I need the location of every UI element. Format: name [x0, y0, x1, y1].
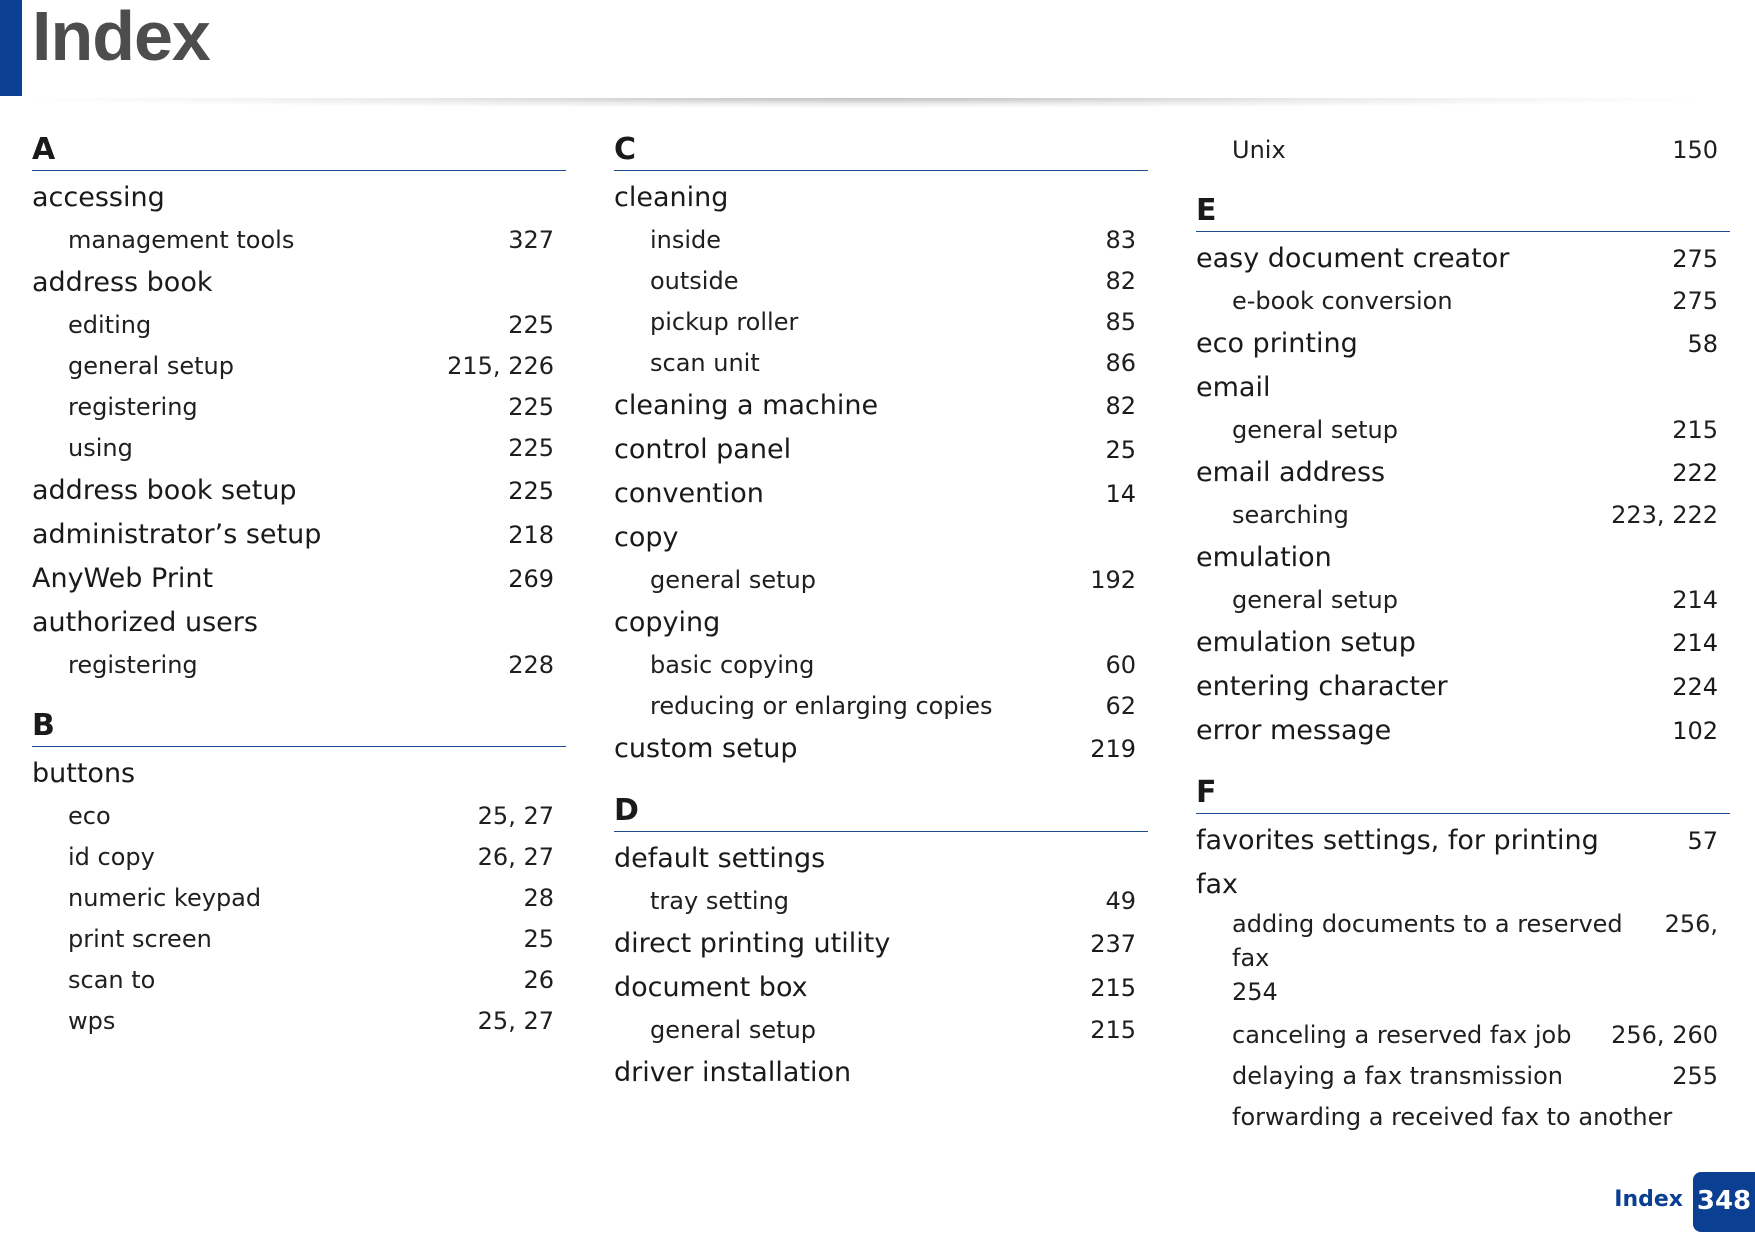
index-term: outside [650, 267, 739, 295]
index-term: favorites settings, for printing [1196, 825, 1599, 856]
index-term: registering [68, 393, 198, 421]
index-page-refs: 58 [1687, 330, 1718, 358]
index-term: editing [68, 311, 152, 339]
index-column-2 [614, 130, 1148, 1095]
index-entry [614, 472, 1148, 516]
index-subentry [614, 343, 1148, 384]
index-subentry [1196, 580, 1730, 621]
index-subentry [614, 645, 1148, 686]
index-term: entering character [1196, 671, 1448, 702]
index-page-refs: 25 [1105, 436, 1136, 464]
index-subentry [32, 1001, 566, 1042]
index-page-refs: 275 [1672, 245, 1718, 273]
index-page-refs: 82 [1105, 392, 1136, 420]
index-subentry [614, 302, 1148, 343]
index-page-refs: 26 [523, 966, 554, 994]
index-page-refs: 215 [1672, 416, 1718, 444]
index-entry [614, 922, 1148, 966]
index-page-refs: 225 [508, 311, 554, 339]
index-term: eco [68, 802, 111, 830]
index-entry [32, 176, 566, 220]
index-subentry [32, 796, 566, 837]
index-term: email [1196, 372, 1271, 403]
title-divider [24, 98, 1704, 108]
index-term: adding documents to a reserved fax [1232, 910, 1623, 972]
index-subentry [32, 428, 566, 469]
index-page-refs: 25, 27 [477, 1007, 554, 1035]
index-term: custom setup [614, 733, 798, 764]
index-term: numeric keypad [68, 884, 262, 912]
index-subentry [1196, 907, 1730, 1015]
index-term: direct printing utility [614, 928, 891, 959]
index-term: print screen [68, 925, 212, 953]
index-subentry [1196, 410, 1730, 451]
index-subentry [1196, 281, 1730, 322]
index-term: canceling a reserved fax job [1232, 1021, 1572, 1049]
index-column-3 [1196, 130, 1730, 1138]
index-entry [614, 837, 1148, 881]
index-page-refs: 102 [1672, 717, 1718, 745]
index-subentry [32, 878, 566, 919]
index-page-refs: 25 [523, 925, 554, 953]
index-entry [614, 727, 1148, 771]
index-letter-heading: F [1196, 773, 1730, 814]
index-term: basic copying [650, 651, 815, 679]
index-entry [32, 601, 566, 645]
footer-section-label: Index [1614, 1187, 1683, 1212]
index-subentry [32, 220, 566, 261]
index-term: accessing [32, 182, 165, 213]
index-entry [32, 557, 566, 601]
index-term: authorized users [32, 607, 258, 638]
index-entry [614, 601, 1148, 645]
index-term: wps [68, 1007, 116, 1035]
index-entry [614, 428, 1148, 472]
index-page-refs: 255 [1672, 1062, 1718, 1090]
index-term: general setup [650, 1016, 816, 1044]
index-letter-heading: E [1196, 191, 1730, 232]
index-subentry [614, 686, 1148, 727]
index-term: registering [68, 651, 198, 679]
index-page-refs: 275 [1672, 287, 1718, 315]
index-page-refs: 49 [1105, 887, 1136, 915]
index-subentry [32, 960, 566, 1001]
index-subentry [1196, 495, 1730, 536]
index-term: id copy [68, 843, 155, 871]
index-page-refs: 327 [508, 226, 554, 254]
index-term: pickup roller [650, 308, 799, 336]
index-subentry [614, 220, 1148, 261]
index-term: general setup [650, 566, 816, 594]
index-term: reducing or enlarging copies [650, 692, 993, 720]
index-subentry [614, 1010, 1148, 1051]
index-term: document box [614, 972, 808, 1003]
index-term: inside [650, 226, 722, 254]
index-term: email address [1196, 457, 1386, 488]
index-term: address book [32, 267, 213, 298]
index-subentry [32, 837, 566, 878]
index-subentry [32, 305, 566, 346]
index-page-refs: 223, 222 [1611, 501, 1718, 529]
index-subentry [1196, 1097, 1730, 1138]
index-page-refs: 219 [1090, 735, 1136, 763]
index-subentry [614, 560, 1148, 601]
index-entry [32, 513, 566, 557]
index-entry [1196, 863, 1730, 907]
index-page-refs: 214 [1672, 629, 1718, 657]
index-term: forwarding a received fax to another [1232, 1103, 1673, 1131]
index-page-refs: 237 [1090, 930, 1136, 958]
index-entry [1196, 621, 1730, 665]
index-subentry-line [1232, 907, 1718, 975]
index-term: copying [614, 607, 721, 638]
index-page-refs: 225 [508, 393, 554, 421]
index-entry [614, 966, 1148, 1010]
index-entry [1196, 665, 1730, 709]
index-page-refs: 192 [1090, 566, 1136, 594]
index-page-refs: 256, 260 [1611, 1021, 1718, 1049]
index-page-refs: 86 [1105, 349, 1136, 377]
index-term: default settings [614, 843, 826, 874]
index-term: general setup [68, 352, 234, 380]
index-subentry [32, 919, 566, 960]
index-letter-heading: D [614, 791, 1148, 832]
index-term: scan to [68, 966, 156, 994]
index-term: AnyWeb Print [32, 563, 214, 594]
index-page-refs: 256, [1664, 910, 1718, 938]
index-entry [1196, 451, 1730, 495]
index-letter-heading: A [32, 130, 566, 171]
index-entry [614, 176, 1148, 220]
index-term: error message [1196, 715, 1392, 746]
index-entry [1196, 819, 1730, 863]
index-entry [32, 752, 566, 796]
index-page-refs: 225 [508, 434, 554, 462]
index-subentry [32, 645, 566, 686]
index-subentry [1196, 1056, 1730, 1097]
index-term: scan unit [650, 349, 760, 377]
index-subentry [614, 261, 1148, 302]
index-page-refs: 57 [1687, 827, 1718, 855]
index-page-refs: 82 [1105, 267, 1136, 295]
index-term: fax [1196, 869, 1239, 900]
index-letter-heading: B [32, 706, 566, 747]
index-page-refs: 62 [1105, 692, 1136, 720]
index-term: searching [1232, 501, 1349, 529]
index-letter-heading: C [614, 130, 1148, 171]
index-subentry [614, 881, 1148, 922]
index-term: tray setting [650, 887, 790, 915]
index-term: emulation setup [1196, 627, 1416, 658]
index-term: delaying a fax transmission [1232, 1062, 1563, 1090]
index-term: buttons [32, 758, 136, 789]
index-term: cleaning [614, 182, 729, 213]
index-term: address book setup [32, 475, 297, 506]
page-title: Index [32, 0, 210, 75]
index-term: management tools [68, 226, 295, 254]
index-page-refs: 228 [508, 651, 554, 679]
index-page-refs: 14 [1105, 480, 1136, 508]
index-page-refs: 215 [1090, 974, 1136, 1002]
index-page-refs: 83 [1105, 226, 1136, 254]
index-page-refs: 215, 226 [447, 352, 554, 380]
index-page-refs: 28 [523, 884, 554, 912]
index-page-refs: 225 [508, 477, 554, 505]
index-term: general setup [1232, 586, 1398, 614]
index-page-refs: 224 [1672, 673, 1718, 701]
index-term: easy document creator [1196, 243, 1510, 274]
index-entry [614, 516, 1148, 560]
index-entry [32, 261, 566, 305]
index-entry [1196, 709, 1730, 753]
index-page-refs: 60 [1105, 651, 1136, 679]
title-accent-bar [0, 0, 22, 96]
index-term: emulation [1196, 542, 1332, 573]
index-page-refs: 85 [1105, 308, 1136, 336]
index-entry [32, 469, 566, 513]
index-term: convention [614, 478, 764, 509]
index-term: using [68, 434, 133, 462]
index-page-refs: 269 [508, 565, 554, 593]
index-term: e-book conversion [1232, 287, 1453, 315]
index-term: control panel [614, 434, 792, 465]
index-page-refs: 26, 27 [477, 843, 554, 871]
index-entry [1196, 366, 1730, 410]
page-number-badge: 348 [1693, 1172, 1755, 1232]
index-term: general setup [1232, 416, 1398, 444]
index-term: driver installation [614, 1057, 852, 1088]
index-term: Unix [1232, 136, 1286, 164]
index-page-refs: 150 [1672, 136, 1718, 164]
index-term: cleaning a machine [614, 390, 879, 421]
index-page-refs: 214 [1672, 586, 1718, 614]
index-page-refs: 25, 27 [477, 802, 554, 830]
index-entry [614, 1051, 1148, 1095]
index-term: eco printing [1196, 328, 1358, 359]
index-page-refs: 215 [1090, 1016, 1136, 1044]
index-term: administrator’s setup [32, 519, 322, 550]
index-page-refs: 222 [1672, 459, 1718, 487]
index-subentry [1196, 1015, 1730, 1056]
index-entry [614, 384, 1148, 428]
index-entry [1196, 322, 1730, 366]
index-subentry [1196, 130, 1730, 171]
index-page-refs-continued: 254 [1232, 978, 1278, 1006]
index-page-refs: 218 [508, 521, 554, 549]
index-entry [1196, 536, 1730, 580]
index-subentry [32, 387, 566, 428]
index-term: copy [614, 522, 679, 553]
index-column-1 [32, 130, 566, 1042]
index-subentry [32, 346, 566, 387]
index-entry [1196, 237, 1730, 281]
